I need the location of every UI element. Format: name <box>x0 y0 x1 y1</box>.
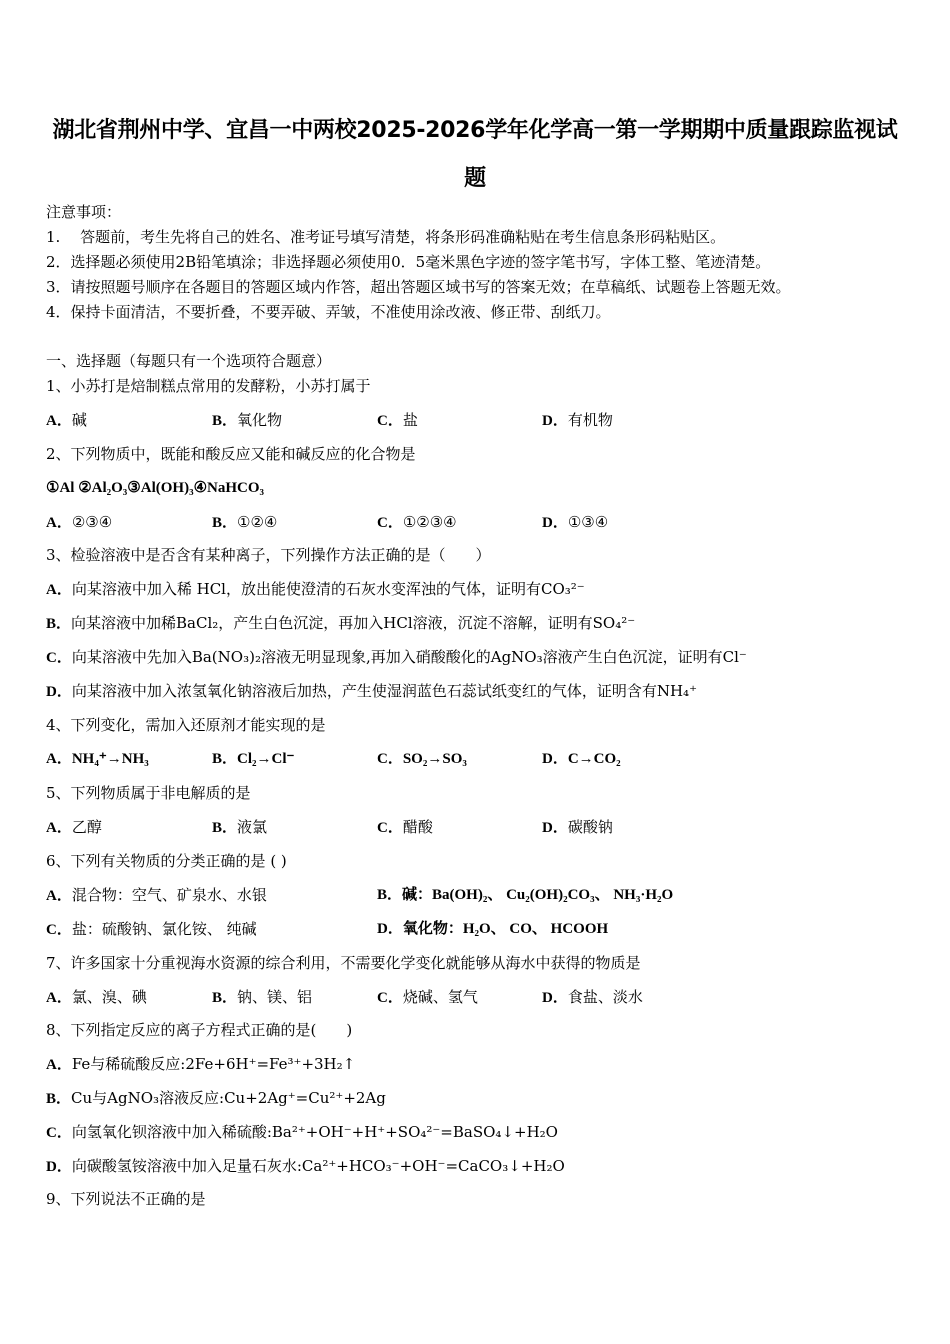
option-d: D．有机物 <box>542 411 613 429</box>
option-d: D．C→CO₂ <box>542 751 621 767</box>
option-row <box>46 749 906 769</box>
option-row <box>46 885 906 905</box>
option-c: C．向氢氧化钡溶液中加入稀硫酸:Ba²⁺+OH⁻+H⁺+SO₄²⁻=BaSO₄↓+H₂O <box>46 1123 558 1141</box>
option-a: A．乙醇 <box>46 818 102 836</box>
notice-item: 1. 答题前，考生先将自己的姓名、准考证号填写清楚，将条形码准确粘贴在考生信息条形码粘贴区。 <box>46 228 726 246</box>
option-a: A．向某溶液中加入稀 HCl，放出能使澄清的石灰水变浑浊的气体，证明有CO₃²⁻ <box>46 580 585 598</box>
option-b: B．液氯 <box>212 818 268 836</box>
notice-item: 4．保持卡面清洁，不要折叠，不要弄破、弄皱，不准使用涂改液、修正带、刮纸刀。 <box>46 303 611 321</box>
option-c: C．烧碱、氢气 <box>377 988 478 1006</box>
option-b: B．氧化物 <box>212 411 283 429</box>
option-row <box>46 817 906 837</box>
question-stem: 1、小苏打是焙制糕点常用的发酵粉，小苏打属于 <box>46 377 371 395</box>
option-row <box>46 512 906 532</box>
question-stem: 9、下列说法不正确的是 <box>46 1190 206 1208</box>
option-a: A．氯、溴、碘 <box>46 988 147 1006</box>
option-row <box>46 410 906 430</box>
option-a: A．②③④ <box>46 513 113 531</box>
option-b: B．钠、镁、铝 <box>212 988 313 1006</box>
option-d: D．氧化物：H₂O、 CO、 HCOOH <box>377 921 609 937</box>
question-stem: 2、下列物质中，既能和酸反应又能和碱反应的化合物是 <box>46 445 416 463</box>
option-c: C．盐：硫酸钠、氯化铵、 纯碱 <box>46 920 257 938</box>
option-d: D．食盐、淡水 <box>542 988 643 1006</box>
notice-item: 3．请按照题号顺序在各题目的答题区域内作答，超出答题区域书写的答案无效；在草稿纸、试题卷上答题无效。 <box>46 278 791 296</box>
option-b: B．Cu与AgNO₃溶液反应:Cu+2Ag⁺=Cu²⁺+2Ag <box>46 1089 386 1107</box>
option-b: B．Cl₂→Cl⁻ <box>212 751 295 767</box>
exam-title: 湖北省荆州中学、宜昌一中两校2025-2026学年化学高一第一学期期中质量跟踪监视试 <box>52 118 898 143</box>
option-a: A．Fe与稀硫酸反应:2Fe+6H⁺=Fe³⁺+3H₂↑ <box>46 1055 356 1073</box>
option-d: D．向碳酸氢铵溶液中加入足量石灰水:Ca²⁺+HCO₃⁻+OH⁻=CaCO₃↓+H₂O <box>46 1157 565 1175</box>
option-b: B．向某溶液中加稀BaCl₂，产生白色沉淀，再加入HCl溶液，沉淀不溶解，证明有SO₄²⁻ <box>46 614 636 632</box>
option-row <box>46 987 906 1007</box>
question-stem: 5、下列物质属于非电解质的是 <box>46 784 251 802</box>
option-c: C．SO₂→SO₃ <box>377 751 467 767</box>
question-stem: 3、检验溶液中是否含有某种离子，下列操作方法正确的是（ ） <box>46 546 491 564</box>
section-heading: 一、选择题（每题只有一个选项符合题意） <box>46 352 332 370</box>
option-a: A．NH₄⁺→NH₃ <box>46 751 149 767</box>
question-stem: 7、许多国家十分重视海水资源的综合利用，不需要化学变化就能够从海水中获得的物质是 <box>46 954 641 972</box>
question-stem: 4、下列变化，需加入还原剂才能实现的是 <box>46 716 326 734</box>
option-d: D．向某溶液中加入浓氢氧化钠溶液后加热，产生使湿润蓝色石蕊试纸变红的气体，证明含有NH₄⁺ <box>46 682 697 700</box>
question-stem: 6、下列有关物质的分类正确的是 ( ) <box>46 852 287 870</box>
option-b: B．①②④ <box>212 513 278 531</box>
option-d: D．①③④ <box>542 513 609 531</box>
option-b: B．碱：Ba(OH)₂、 Cu₂(OH)₂CO₃、 NH₃·H₂O <box>377 887 674 903</box>
compound-list: ①Al ②Al₂O₃③Al(OH)₃④NaHCO₃ <box>46 480 265 496</box>
exam-title-continued: 题 <box>464 166 486 191</box>
option-d: D．碳酸钠 <box>542 818 613 836</box>
option-c: C．①②③④ <box>377 513 457 531</box>
question-stem: 8、下列指定反应的离子方程式正确的是( ) <box>46 1021 353 1039</box>
option-row <box>46 919 906 939</box>
notice-item: 2．选择题必须使用2B铅笔填涂；非选择题必须使用0．5毫米黑色字迹的签字笔书写，字体工整、笔迹清楚。 <box>46 253 771 271</box>
option-c: C．醋酸 <box>377 818 433 836</box>
option-c: C．向某溶液中先加入Ba(NO₃)₂溶液无明显现象,再加入硝酸酸化的AgNO₃溶液产生白色沉淀，证明有Cl⁻ <box>46 648 747 666</box>
option-c: C．盐 <box>377 411 418 429</box>
option-a: A．混合物：空气、矿泉水、水银 <box>46 886 267 904</box>
option-a: A．碱 <box>46 411 87 429</box>
notice-heading: 注意事项： <box>46 203 122 221</box>
